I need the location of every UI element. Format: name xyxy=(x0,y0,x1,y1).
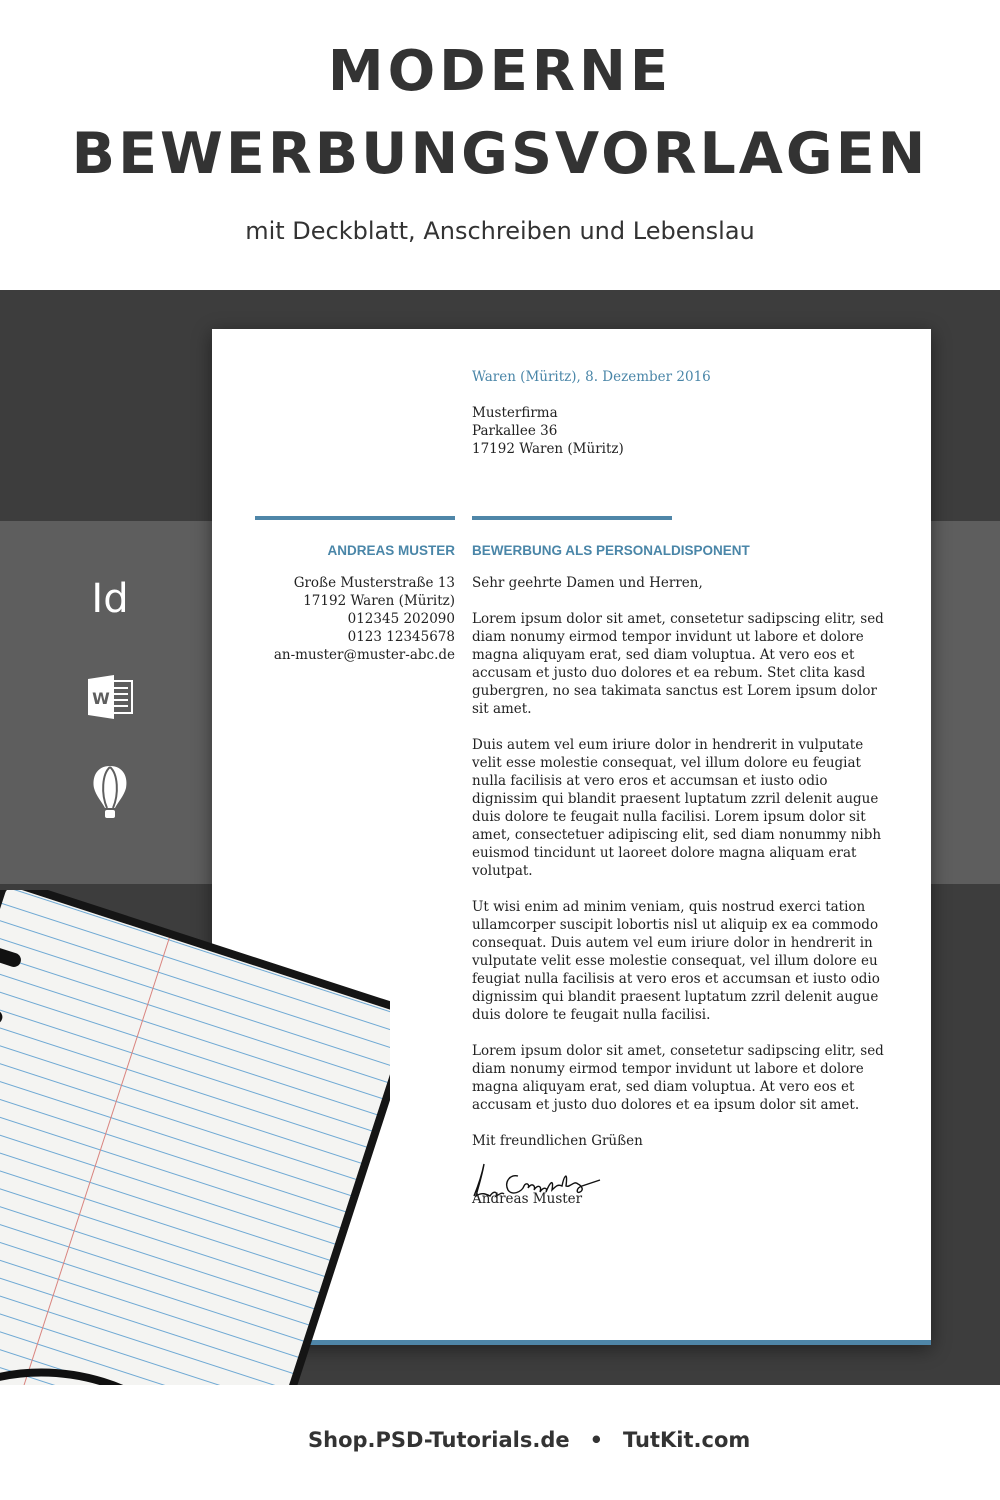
page-title-line-2: BEWERBUNGSVORLAGEN xyxy=(71,121,929,187)
sender-divider xyxy=(255,516,455,520)
indesign-icon: Id xyxy=(91,576,129,622)
word-icon xyxy=(84,671,136,723)
letter-salutation: Sehr geehrte Damen und Herren, xyxy=(472,575,703,591)
sender-mobile: 0123 12345678 xyxy=(347,629,455,645)
shop-link[interactable]: Shop.PSD-Tutorials.de xyxy=(308,1428,570,1452)
product-stage xyxy=(0,290,1000,1385)
sender-city: 17192 Waren (Müritz) xyxy=(303,593,455,609)
notebook-with-glasses xyxy=(0,890,390,1385)
recipient-line: 17192 Waren (Müritz) xyxy=(472,441,624,457)
recipient-line: Parkallee 36 xyxy=(472,423,558,439)
tutkit-link[interactable]: TutKit.com xyxy=(623,1428,751,1452)
word-icon-letter: W xyxy=(92,689,110,708)
sender-street: Große Musterstraße 13 xyxy=(293,575,455,591)
subject-divider xyxy=(472,516,672,520)
letter-paragraph: Lorem ipsum dolor sit amet, consetetur sadipscing elitr, sed diam nonumy eirmod tempor invidunt ut labore et dolore magna aliquyam erat, sed diam voluptua. At vero eos et accusam et justo duo dolores et ea ipsum dolor sit amet. xyxy=(472,1043,884,1113)
sender-address xyxy=(255,574,455,664)
letter-paragraph: Ut wisi enim ad minim veniam, quis nostrud exerci tation ullamcorper suscipit lobortis nisl ut aliquip ex ea commodo consequat. Duis autem vel eum iriure dolor in hendrerit in vulputate velit esse molestie consequat, vel illum dolore eu feugiat nulla facilisis at vero eros et accumsan et iusto odio dignissim qui blandit praesent luptatum zzril delenit augue duis dolore te feugait nulla facilisi. xyxy=(472,899,880,1023)
header xyxy=(0,0,1000,290)
letter-body xyxy=(472,574,890,1168)
coreldraw-balloon-icon xyxy=(84,766,136,818)
footer-links xyxy=(308,1428,750,1452)
balloon-icon-graphic xyxy=(90,764,130,820)
word-icon-graphic xyxy=(86,675,134,719)
page-subtitle: mit Deckblatt, Anschreiben und Lebenslau xyxy=(245,217,755,245)
letter-closing: Mit freundlichen Grüßen xyxy=(472,1133,643,1149)
sender-name: ANDREAS MUSTER xyxy=(327,543,455,558)
sender-email: an-muster@muster-abc.de xyxy=(273,647,455,663)
recipient-address xyxy=(472,404,624,458)
sender-phone: 012345 202090 xyxy=(347,611,455,627)
recipient-line: Musterfirma xyxy=(472,405,558,421)
signer-name: Andreas Muster xyxy=(472,1191,583,1207)
footer-separator: • xyxy=(589,1428,604,1452)
letter-date: Waren (Müritz), 8. Dezember 2016 xyxy=(472,369,711,385)
letter-subject: BEWERBUNG ALS PERSONALDISPONENT xyxy=(472,543,750,558)
letter-paragraph: Lorem ipsum dolor sit amet, consetetur sadipscing elitr, sed diam nonumy eirmod tempor invidunt ut labore et dolore magna aliquyam erat, sed diam voluptua. At vero eos et accusam et justo duo dolores et ea rebum. Stet clita kasd gubergren, no sea takimata sanctus est Lorem ipsum dolor sit amet. xyxy=(472,611,884,717)
letter-paragraph: Duis autem vel eum iriure dolor in hendrerit in vulputate velit esse molestie consequat, vel illum dolore eu feugiat nulla facilisis at vero eros et accumsan et iusto odio dignissim qui blandit praesent luptatum zzril delenit augue duis dolore te feugait nulla facilisi. Lorem ipsum dolor sit amet, consectetuer adipiscing elit, sed diam nonummy nibh euismod tincidunt ut laoreet dolore magna aliquam erat volutpat. xyxy=(472,737,882,879)
page-title-line-1: MODERNE xyxy=(327,39,673,104)
